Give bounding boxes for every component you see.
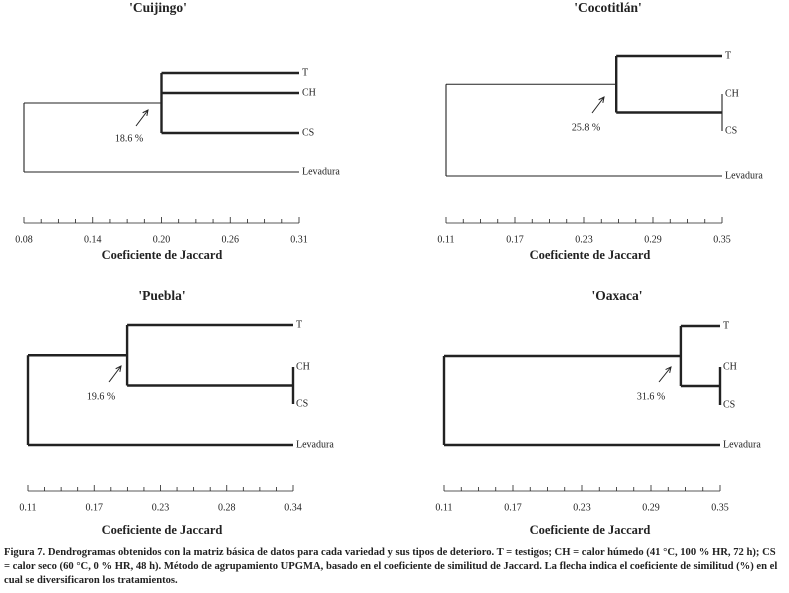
figure-caption: Figura 7. Dendrogramas obtenidos con la matriz básica de datos para cada variedad y sus tipos de deterioro. T = testigos; CH = calor húmedo (41 °C, 100 % HR, 72 h); CS = calor seco (60 °C, 0 % HR, 48 h). Método de agrupamiento UPGMA, basado en el coeficiente de similitud de Jaccard. La flecha indica el coeficiente de similitud (%) en el cual se diversificaron los tratamientos. <box>4 547 778 586</box>
leaf-label-t: T <box>723 320 730 332</box>
x-axis-title: Coeficiente de Jaccard <box>101 247 223 262</box>
chart-title: 'Cuijingo' <box>129 0 187 16</box>
leaf-label-levadura: Levadura <box>302 166 340 178</box>
tick-label: 0.23 <box>573 502 591 514</box>
tick-label: 0.17 <box>85 502 103 514</box>
tick-label: 0.17 <box>506 234 524 246</box>
tick-label: 0.11 <box>435 502 453 514</box>
leaf-label-cs: CS <box>296 398 309 410</box>
chart-title: 'Puebla' <box>138 288 186 304</box>
leaf-label-levadura: Levadura <box>296 439 334 451</box>
tick-label: 0.08 <box>15 234 33 246</box>
tick-label: 0.23 <box>575 234 593 246</box>
similarity-annotation: 18.6 % <box>114 133 144 145</box>
leaf-label-ch: CH <box>302 87 316 99</box>
tick-label: 0.11 <box>437 234 455 246</box>
leaf-label-ch: CH <box>723 361 737 373</box>
leaf-label-t: T <box>296 319 303 331</box>
x-axis-title: Coeficiente de Jaccard <box>101 522 223 537</box>
tick-label: 0.35 <box>711 502 729 514</box>
chart-title: 'Cocotitlán' <box>574 0 642 16</box>
tick-label: 0.26 <box>221 234 239 246</box>
tick-label: 0.11 <box>19 502 37 514</box>
leaf-label-ch: CH <box>725 88 739 100</box>
tick-label: 0.20 <box>152 234 171 246</box>
tick-label: 0.31 <box>290 234 308 246</box>
annotation-arrow <box>659 367 671 382</box>
annotation-arrow <box>136 110 148 126</box>
similarity-annotation: 19.6 % <box>86 391 116 403</box>
leaf-label-levadura: Levadura <box>725 170 763 182</box>
tick-label: 0.29 <box>644 234 662 246</box>
leaf-label-cs: CS <box>725 125 738 137</box>
tick-label: 0.34 <box>284 502 302 514</box>
tick-label: 0.29 <box>642 502 660 514</box>
tick-label: 0.23 <box>151 502 170 514</box>
tick-label: 0.28 <box>218 502 236 514</box>
annotation-arrow <box>109 366 121 382</box>
leaf-label-levadura: Levadura <box>723 439 761 451</box>
x-axis-title: Coeficiente de Jaccard <box>529 247 651 262</box>
leaf-label-t: T <box>302 67 309 79</box>
similarity-annotation: 25.8 % <box>571 122 601 134</box>
x-axis-title: Coeficiente de Jaccard <box>529 522 651 537</box>
leaf-label-cs: CS <box>302 127 315 139</box>
leaf-label-cs: CS <box>723 399 736 411</box>
tick-label: 0.17 <box>504 502 522 514</box>
similarity-annotation: 31.6 % <box>636 391 666 403</box>
annotation-arrow <box>592 97 604 113</box>
tick-label: 0.14 <box>84 234 102 246</box>
tick-label: 0.35 <box>713 234 731 246</box>
leaf-label-ch: CH <box>296 361 310 373</box>
chart-title: 'Oaxaca' <box>591 288 643 304</box>
leaf-label-t: T <box>725 50 732 62</box>
